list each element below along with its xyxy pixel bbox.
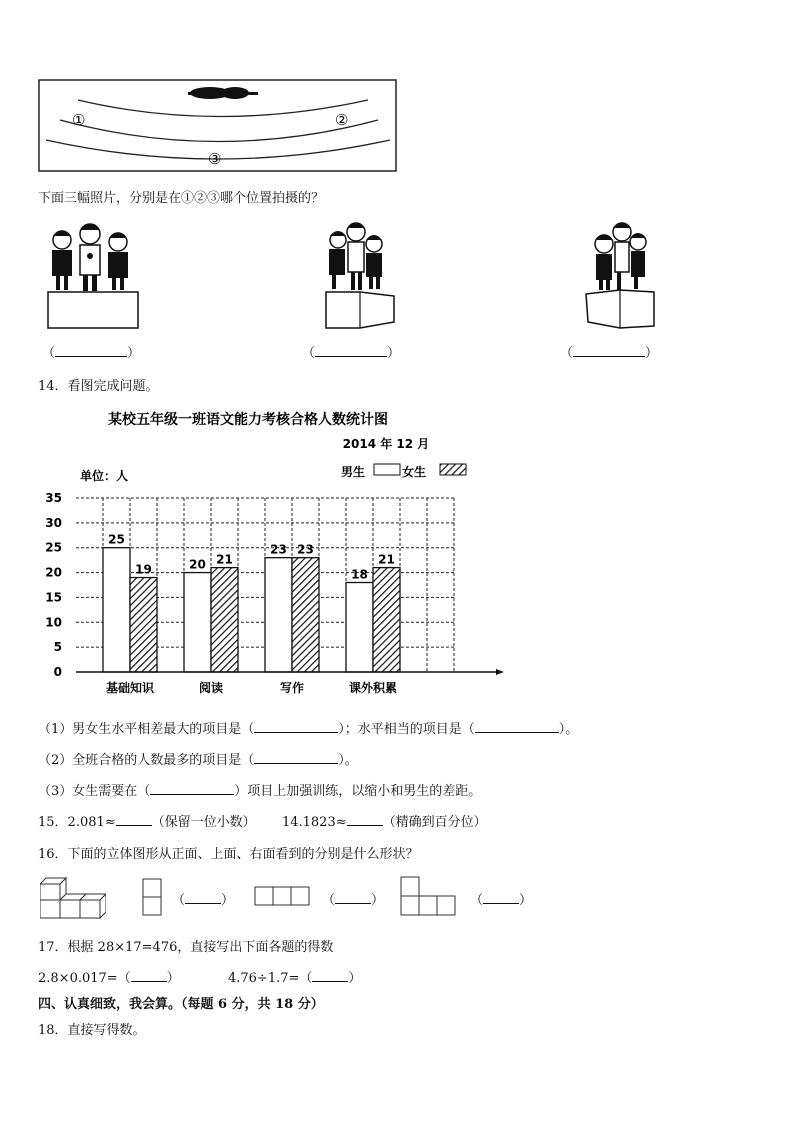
person-icon	[80, 224, 100, 291]
legend-swatch-girls	[440, 464, 466, 475]
photo-3-illustration	[580, 218, 660, 332]
legend-label-girls: 女生	[402, 465, 427, 479]
person-icon	[366, 235, 382, 289]
answer-blank[interactable]	[475, 732, 559, 733]
q14-sub3: （3）女生需要在（ ）项目上加强训练，以缩小和男生的差距。	[38, 784, 482, 799]
y-tick-label: 20	[45, 565, 62, 580]
chart-bars	[103, 533, 400, 672]
q18-text: 18．直接写得数。	[38, 1023, 146, 1038]
bar-chart	[38, 400, 518, 705]
person-icon	[108, 233, 128, 290]
q14-sub2: （2）全班合格的人数最多的项目是（ ）。	[38, 753, 358, 768]
view-answer-2[interactable]: （ ）	[322, 893, 385, 908]
photo-3-answer[interactable]: （ ）	[560, 346, 659, 361]
view-answer-3[interactable]: （ ）	[470, 893, 533, 908]
data-label: 20	[189, 557, 206, 572]
bar-girls	[292, 558, 319, 672]
bar-girls	[373, 568, 400, 672]
bar-girls	[130, 578, 157, 672]
y-tick-label: 25	[45, 540, 62, 555]
q15: 15．2.081≈ （保留一位小数） 14.1823≈ （精确到百分位）	[38, 815, 487, 830]
answer-blank[interactable]	[116, 825, 152, 826]
person-icon	[595, 235, 613, 290]
data-label: 19	[135, 562, 152, 577]
photo-1-answer[interactable]: （ ）	[42, 346, 141, 361]
person-icon	[630, 233, 646, 289]
person-icon	[613, 223, 631, 290]
y-tick-label: 0	[53, 665, 62, 679]
view-shape-2	[254, 886, 312, 908]
data-label: 23	[297, 542, 314, 557]
data-label: 23	[270, 542, 287, 557]
answer-blank[interactable]	[254, 763, 338, 764]
y-tick-label: 15	[45, 590, 62, 605]
position-label-2: ②	[335, 111, 349, 129]
view-answer-1[interactable]: （ ）	[172, 893, 235, 908]
position-diagram	[38, 78, 398, 174]
answer-blank[interactable]	[347, 825, 383, 826]
data-label: 21	[378, 552, 395, 567]
answer-blank[interactable]	[254, 732, 338, 733]
answer-blank[interactable]	[131, 981, 167, 982]
x-axis-arrow	[496, 669, 504, 675]
photo-2-illustration	[320, 218, 400, 332]
answer-blank[interactable]	[312, 981, 348, 982]
y-tick-label: 10	[45, 615, 62, 630]
person-icon	[52, 231, 72, 290]
answer-blank[interactable]	[150, 794, 234, 795]
podium-icon	[48, 292, 138, 328]
legend-swatch-boys	[374, 464, 400, 475]
chart-legend	[341, 464, 466, 479]
bar-boys	[184, 573, 211, 672]
x-tick-label: 基础知识	[105, 681, 155, 695]
y-tick-label: 35	[45, 491, 62, 505]
q17-exprs: 2.8×0.017=（ ） 4.76÷1.7=（ ）	[38, 971, 362, 986]
section-4-title: 四、认真细致，我会算。（每题 6 分，共 18 分）	[38, 997, 324, 1012]
data-label: 25	[108, 532, 125, 547]
view-shape-3	[400, 876, 460, 918]
photo-2-answer[interactable]: （ ）	[302, 346, 401, 361]
data-label: 18	[351, 567, 368, 582]
legend-label-boys: 男生	[341, 465, 366, 479]
position-label-3: ③	[208, 150, 222, 168]
bar-girls	[211, 568, 238, 672]
x-tick-label: 阅读	[198, 681, 224, 695]
solid-figure	[40, 876, 106, 920]
view-shape-1	[142, 878, 164, 918]
bar-boys	[103, 548, 130, 672]
chart-unit: 单位：人	[80, 469, 129, 483]
y-tick-label: 5	[53, 640, 62, 655]
q14-sub1: （1）男女生水平相差最大的项目是（ ）；水平相当的项目是（ ）。	[38, 722, 579, 737]
data-label: 21	[216, 552, 233, 567]
q14-heading: 14．看图完成问题。	[38, 379, 159, 394]
q17-text: 17．根据 28×17=476，直接写出下面各题的得数	[38, 940, 334, 955]
x-tick-label: 写作	[279, 681, 305, 695]
bar-boys	[265, 558, 292, 672]
y-tick-label: 30	[45, 515, 62, 530]
person-icon	[329, 231, 346, 289]
person-icon	[347, 223, 365, 290]
chart-title: 某校五年级一班语文能力考核合格人数统计图	[108, 412, 388, 428]
q16-text: 16．下面的立体图形从正面、上面、右面看到的分别是什么形状？	[38, 847, 419, 862]
bar-boys	[346, 583, 373, 672]
x-tick-label: 课外积累	[348, 681, 398, 695]
photo-1-illustration	[44, 218, 144, 332]
position-label-1: ①	[72, 111, 86, 129]
q13-instruction: 下面三幅照片，分别是在①②③哪个位置拍摄的？	[38, 191, 325, 206]
chart-subtitle: 2014 年 12 月	[342, 437, 430, 451]
